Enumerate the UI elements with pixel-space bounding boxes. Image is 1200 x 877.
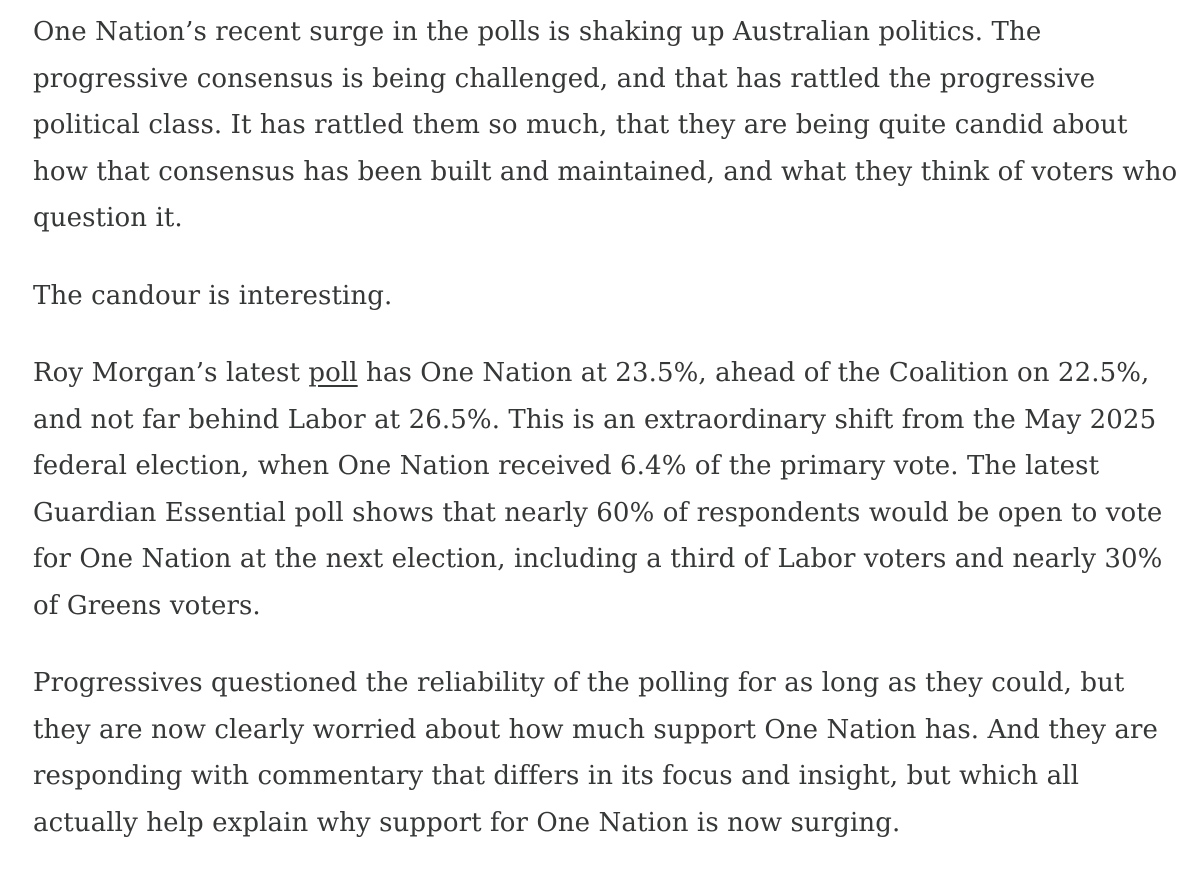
text-segment: Roy Morgan’s latest bbox=[33, 358, 309, 388]
text-line: The candour is interesting. bbox=[33, 280, 393, 311]
poll-link[interactable]: poll bbox=[308, 358, 358, 388]
text-line: One Nation’s recent surge in the polls is shaking up Australian politics. The bbox=[33, 17, 1042, 47]
article-body bbox=[33, 9, 1178, 877]
text-line: actually help explain why support for One Nation is now surging. bbox=[33, 807, 901, 838]
text-line: and not far behind Labor at 26.5%. This is an extraordinary shift from the May 2025 bbox=[33, 404, 1157, 435]
text-line: federal election, when One Nation received 6.4% of the primary vote. The latest bbox=[33, 451, 1100, 481]
text-line: Guardian Essential poll shows that nearly 60% of respondents would be open to vote bbox=[33, 497, 1163, 528]
text-line: they are now clearly worried about how much support One Nation has. And they are bbox=[33, 714, 1158, 745]
paragraph-progressives bbox=[33, 660, 1168, 846]
text-line: progressive consensus is being challenged, and that has rattled the progressive bbox=[33, 63, 1096, 94]
text-segment: has One Nation at 23.5%, ahead of the Coalition on 22.5%, bbox=[357, 358, 1150, 388]
paragraph-intro bbox=[33, 9, 1178, 242]
text-line: responding with commentary that differs in its focus and insight, but which all bbox=[33, 761, 1080, 791]
paragraph-candour bbox=[33, 273, 1168, 320]
text-line: how that consensus has been built and maintained, and what they think of voters who bbox=[33, 156, 1178, 187]
text-line: for One Nation at the next election, including a third of Labor voters and nearly 30% bbox=[33, 544, 1163, 574]
text-line: Progressives questioned the reliability of the polling for as long as they could, but bbox=[33, 668, 1125, 698]
text-line: of Greens voters. bbox=[33, 590, 261, 621]
text-line: question it. bbox=[33, 203, 183, 233]
text-line bbox=[33, 358, 1149, 388]
paragraph-polling bbox=[33, 350, 1168, 629]
text-line: political class. It has rattled them so much, that they are being quite candid about bbox=[33, 110, 1128, 140]
